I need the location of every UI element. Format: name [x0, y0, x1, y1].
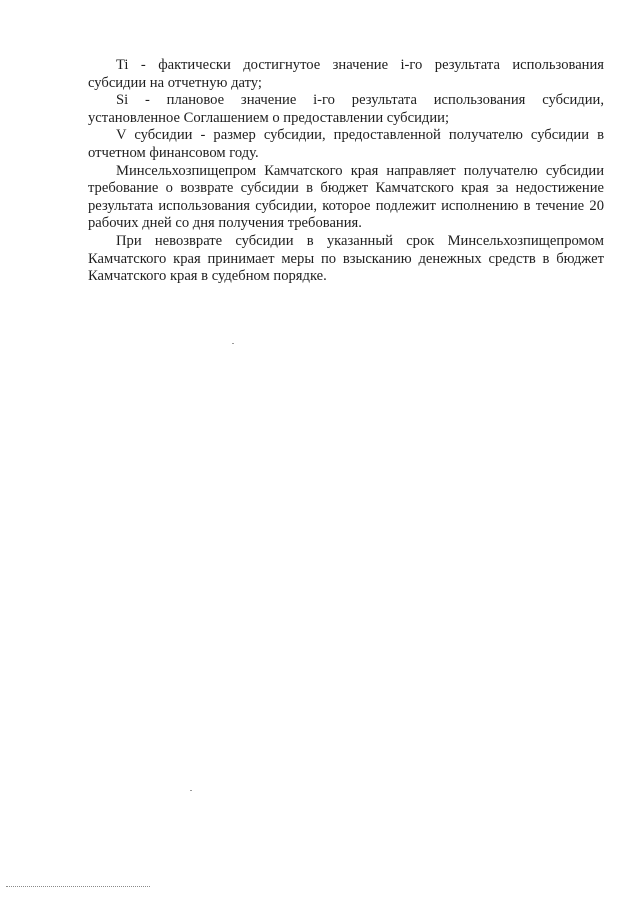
scan-dotted-line	[6, 886, 150, 887]
paragraph-ti-definition: Ti - фактически достигнутое значение i-го результата использования субсидии на отчетную дату;	[88, 57, 604, 91]
paragraph-si-definition: Si - плановое значение i-го результата использования субсидии, установленное Соглашением о предоставлении субсидии;	[88, 92, 604, 126]
paragraph-refund-requirement: Минсельхозпищепром Камчатского края направляет получателю субсидии требование о возврате субсидии в бюджет Камчатского края за недостижение результата использования субсидии, которое подлежит исполнению в течение 20 рабочих дней со дня получения требования.	[88, 162, 604, 232]
document-body	[88, 57, 604, 286]
scan-speck	[190, 790, 192, 791]
scan-speck	[232, 343, 234, 344]
paragraph-court-recovery: При невозврате субсидии в указанный срок Минсельхозпищепромом Камчатского края принимает меры по взысканию денежных средств в бюджет Камчатского края в судебном порядке.	[88, 232, 604, 285]
paragraph-v-definition: V субсидии - размер субсидии, предоставленной получателю субсидии в отчетном финансовом году.	[88, 127, 604, 161]
